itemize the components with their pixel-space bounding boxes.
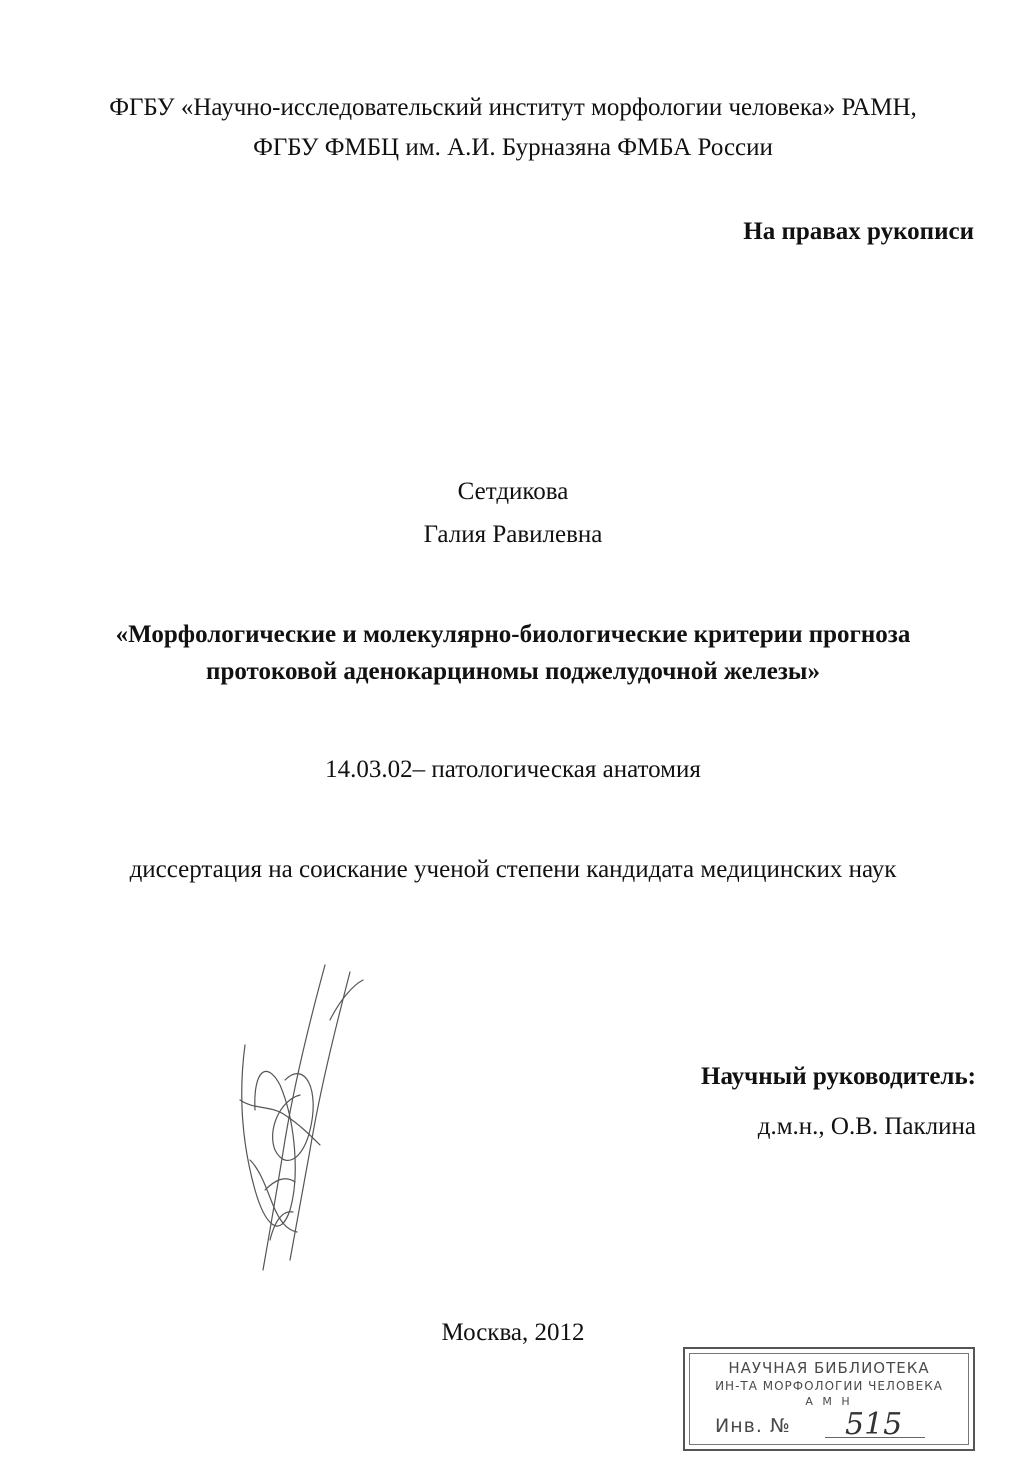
dissertation-title-line-1: «Морфологические и молекулярно-биологические критерии прогноза xyxy=(115,621,911,648)
supervisor-name: д.м.н., О.В. Паклина xyxy=(757,1113,976,1140)
manuscript-notice: На правах рукописи xyxy=(743,218,974,245)
institution-line-2: ФГБУ ФМБЦ им. А.И. Бурназяна ФМБА России xyxy=(253,134,773,161)
library-stamp xyxy=(683,1347,975,1451)
signature-image xyxy=(225,960,365,1280)
supervisor-label: Научный руководитель: xyxy=(701,1063,976,1090)
dissertation-title-line-2: протоковой аденокарциномы поджелудочной железы» xyxy=(206,658,820,685)
stamp-inventory-number: 515 xyxy=(845,1407,903,1442)
degree-statement: диссертация на соискание ученой степени кандидата медицинских наук xyxy=(129,856,897,883)
author-surname: Сетдикова xyxy=(457,478,569,505)
city-year: Москва, 2012 xyxy=(441,1319,585,1346)
stamp-institute-name: ИН-ТА МОРФОЛОГИИ ЧЕЛОВЕКА xyxy=(715,1379,943,1393)
stamp-academy: А М Н xyxy=(805,1395,853,1408)
specialty-code: 14.03.02– патологическая анатомия xyxy=(325,756,701,783)
stamp-inventory-label: Инв. № xyxy=(715,1415,791,1437)
stamp-library-name: НАУЧНАЯ БИБЛИОТЕКА xyxy=(728,1359,930,1377)
author-given-names: Галия Равилевна xyxy=(423,521,603,548)
institution-line-1: ФГБУ «Научно-исследовательский институт морфологии человека» РАМН, xyxy=(109,94,917,121)
